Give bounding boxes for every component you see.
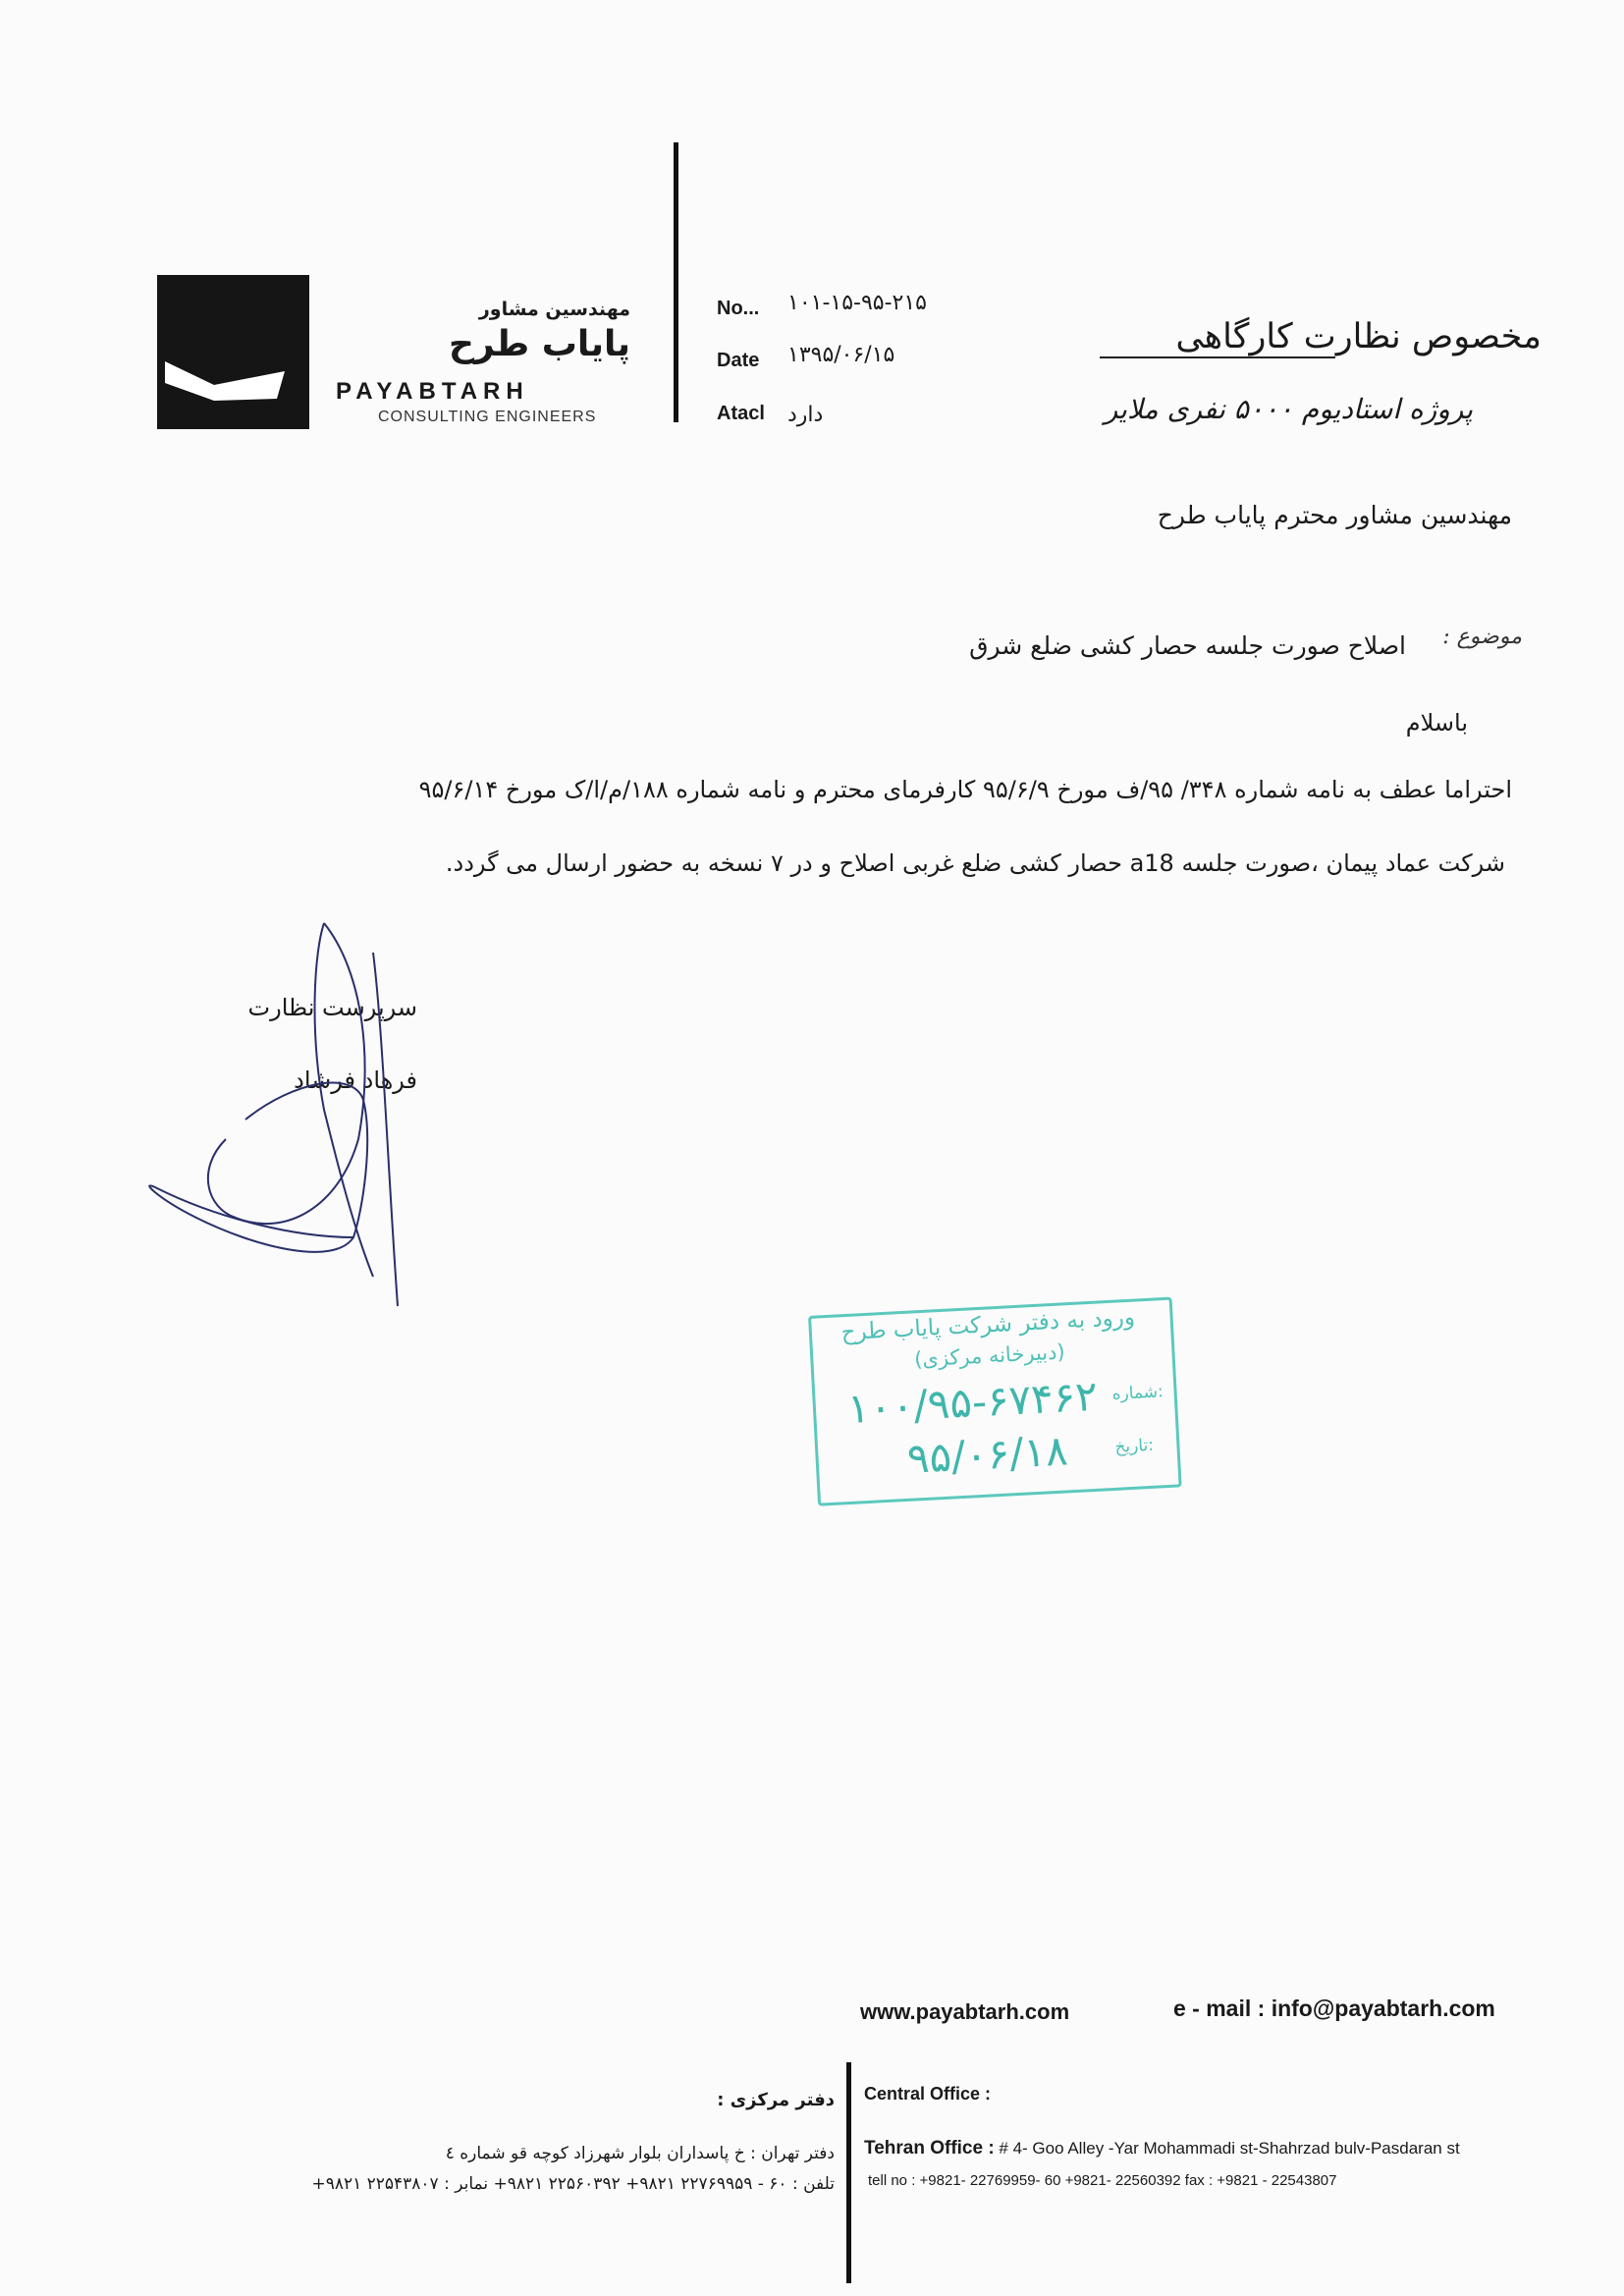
project-name: پروژه استادیوم ۵۰۰۰ نفری ملایر xyxy=(1104,393,1473,425)
company-logo xyxy=(157,275,309,429)
paragraph-1: احتراما عطف به نامه شماره ۳۴۸/ ۹۵/ف مورخ ۹۵/۶/۹ کارفرمای محترم و نامه شماره ۱۸۸/م/ا/ک مورخ ۹۵/۶/۱۴ xyxy=(418,776,1512,803)
footer-divider xyxy=(846,2062,851,2283)
handwritten-signature xyxy=(137,913,491,1326)
department-title: مخصوص نظارت کارگاهی xyxy=(1175,317,1542,356)
paragraph-2: شرکت عماد پیمان ،صورت جلسه a18 حصار کشی ضلع غربی اصلاح و در ۷ نسخه به حضور ارسال می گردد. xyxy=(445,849,1505,877)
tehran-office-address: # 4- Goo Alley -Yar Mohammadi st-Shahrzad bulv-Pasdaran st xyxy=(999,2139,1460,2158)
salutation: باسلام xyxy=(1405,709,1468,737)
signatory-title: سرپرست نظارت xyxy=(247,994,417,1021)
subject: اصلاح صورت جلسه حصار کشی ضلع شرق xyxy=(969,631,1406,660)
logo-persian-subtitle: مهندسین مشاور xyxy=(478,299,630,320)
email-address[interactable]: e - mail : info@payabtarh.com xyxy=(1173,1995,1495,2021)
tehran-office xyxy=(864,2138,1460,2159)
signatory-name: فرهاد فرشاد xyxy=(294,1066,417,1094)
tehran-address-fa: دفتر تهران : خ پاسداران بلوار شهرزاد کوچه قو شماره ٤ xyxy=(445,2144,835,2163)
central-office-label: Central Office : xyxy=(864,2084,992,2104)
tehran-phone-fa: تلفن : ۶۰ - ۲۲۷۶۹۹۵۹ ۹۸۲۱+ ۲۲۵۶۰۳۹۲ ۹۸۲۱+ نمابر : ۲۲۵۴۳۸۰۷ ۹۸۲۱+ xyxy=(311,2174,835,2194)
letter-number-label: No... xyxy=(717,298,760,319)
logo-english-subtitle: CONSULTING ENGINEERS xyxy=(378,409,597,425)
tehran-office-label: Tehran Office : xyxy=(864,2138,995,2159)
stamp-date: ۹۵/۰۶/۱۸ xyxy=(905,1426,1069,1483)
logo-persian-name: پایاب طرح xyxy=(448,324,630,364)
logo-english-name: PAYABTARH xyxy=(336,378,529,405)
letter-number: ۱۰۱-۱۵-۹۵-۲۱۵ xyxy=(787,291,927,315)
letter-date-label: Date xyxy=(717,350,760,371)
letter-date: ۱۳۹۵/۰۶/۱۵ xyxy=(787,343,895,367)
receipt-stamp xyxy=(808,1296,1188,1511)
tehran-phone-numbers: tell no : +9821- 22769959- 60 +9821- 22560392 fax : +9821 - 22543807 xyxy=(868,2172,1337,2189)
stamp-subheading: (دبیرخانه مرکزی) xyxy=(913,1339,1066,1372)
department-underline xyxy=(1100,356,1335,358)
attachment-value: دارد xyxy=(787,403,824,427)
stamp-number: ۱۰۰/۹۵-۶۷۴۶۲ xyxy=(845,1371,1099,1434)
central-office-label-fa: دفتر مرکزی : xyxy=(717,2090,835,2110)
header-divider xyxy=(674,142,678,422)
subject-label: موضوع : xyxy=(1442,625,1522,649)
attachment-label: Atacl xyxy=(717,403,765,424)
stamp-heading: ورود به دفتر شرکت پایاب طرح xyxy=(840,1304,1136,1346)
stamp-date-label: تاریخ: xyxy=(1113,1435,1155,1457)
recipient: مهندسین مشاور محترم پایاب طرح xyxy=(1157,501,1512,529)
stamp-number-label: شماره: xyxy=(1111,1382,1164,1404)
website-link[interactable]: www.payabtarh.com xyxy=(860,1999,1070,2024)
